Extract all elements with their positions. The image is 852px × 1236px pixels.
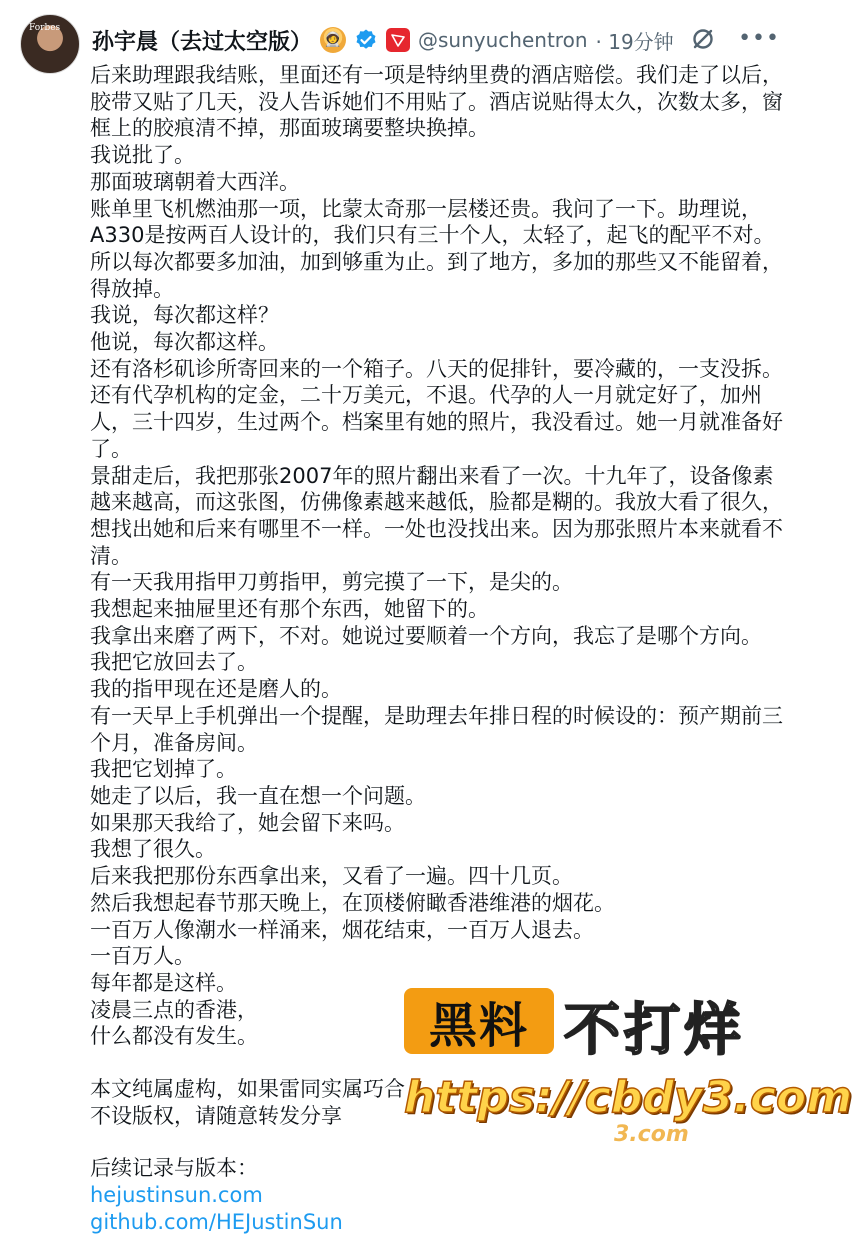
watermark-url-partial: 3.com <box>614 1122 689 1147</box>
post-time[interactable]: · 19分钟 <box>595 29 674 54</box>
body-paragraph: 我的指甲现在还是磨人的。 <box>90 677 342 702</box>
github-link[interactable]: github.com/HEJustinSun <box>90 1209 343 1234</box>
author-name[interactable]: 孙宇晨（去过太空版） <box>92 29 313 55</box>
body-paragraph: 她走了以后，我一直在想一个问题。 <box>90 783 426 808</box>
body-paragraph: 有一天我用指甲刀剪指甲，剪完摸了一下，是尖的。 <box>90 570 573 595</box>
verified-badge-icon <box>354 28 378 52</box>
records-label: 后续记录与版本： <box>90 1156 258 1181</box>
disclaimer-line: 本文纯属虚构，如果雷同实属巧合 <box>90 1077 405 1102</box>
body-paragraph: 然后我想起春节那天晚上，在顶楼俯瞰香港维港的烟花。 <box>90 890 615 915</box>
body-paragraph: 凌晨三点的香港， <box>90 997 258 1022</box>
body-paragraph: 什么都没有发生。 <box>90 1024 258 1049</box>
disclaimer-line: 不设版权，请随意转发分享 <box>90 1103 342 1128</box>
body-paragraph: 每年都是这样。 <box>90 970 237 995</box>
body-paragraph: 有一天早上手机弹出一个提醒，是助理去年排日程的时候设的：预产期前三个月，准备房间。 <box>90 703 783 755</box>
avatar-label: Forbes <box>29 23 61 33</box>
body-paragraph: 我把它划掉了。 <box>90 757 237 782</box>
body-paragraph: 他说，每次都这样。 <box>90 330 279 355</box>
body-paragraph: 我拿出来磨了两下，不对。她说过要顺着一个方向，我忘了是哪个方向。 <box>90 623 762 648</box>
tron-logo-icon <box>386 28 410 52</box>
body-paragraph: 那面玻璃朝着大西洋。 <box>90 169 300 194</box>
body-paragraph: 我说，每次都这样？ <box>90 303 279 328</box>
website-link[interactable]: hejustinsun.com <box>90 1183 263 1208</box>
body-paragraph: 我想了很久。 <box>90 837 216 862</box>
body-paragraph: 一百万人像潮水一样涌来，烟花结束，一百万人退去。 <box>90 917 594 942</box>
body-paragraph: 账单里飞机燃油那一项，比蒙太奇那一层楼还贵。我问了一下。助理说，A330是按两百人设计的，我们只有三十个人，太轻了，起飞的配平不对。所以每次都要多加油，加到够重为止。到了地方，多加的那些又不能留着，得放掉。 <box>90 196 783 301</box>
watermark-url: https://cbdy3.com <box>404 1072 852 1123</box>
body-paragraph: 还有洛杉矶诊所寄回来的一个箱子。八天的促排针，要冷藏的，一支没拆。 <box>90 356 783 381</box>
watermark-text: 不打烊 <box>564 998 744 1063</box>
body-paragraph: 我说批了。 <box>90 143 195 168</box>
body-paragraph: 我想起来抽屉里还有那个东西，她留下的。 <box>90 597 489 622</box>
body-paragraph: 后来我把那份东西拿出来，又看了一遍。四十几页。 <box>90 864 573 889</box>
body-paragraph: 一百万人。 <box>90 944 195 969</box>
grok-icon[interactable] <box>690 26 716 52</box>
more-options-icon[interactable]: ••• <box>738 26 780 51</box>
body-paragraph: 景甜走后，我把那张2007年的照片翻出来看了一次。十九年了，设备像素越来越高，而这张图，仿佛像素越来越低，脸都是糊的。我放大看了很久，想找出她和后来有哪里不一样。一处也没找出来。因为那张照片本来就看不清。 <box>90 463 783 568</box>
watermark-box: 黑料 <box>404 988 554 1054</box>
author-handle[interactable]: @sunyuchentron <box>418 28 588 52</box>
body-paragraph: 如果那天我给了，她会留下来吗。 <box>90 810 405 835</box>
watermark-overlay <box>400 984 852 1151</box>
tweet-header <box>92 22 780 58</box>
body-paragraph: 我把它放回去了。 <box>90 650 258 675</box>
body-paragraph: 后来助理跟我结账，里面还有一项是特纳里费的酒店赔偿。我们走了以后，胶带又贴了几天，没人告诉她们不用贴了。酒店说贴得太久，次数太多，窗框上的胶痕清不掉，那面玻璃要整块换掉。 <box>90 63 783 141</box>
body-paragraph: 还有代孕机构的定金，二十万美元，不退。代孕的人一月就定好了，加州人，三十四岁，生过两个。档案里有她的照片，我没看过。她一月就准备好了。 <box>90 383 783 461</box>
astronaut-emoji-icon: 🧑‍🚀 <box>320 27 346 53</box>
avatar[interactable] <box>20 14 80 74</box>
header-actions <box>690 26 780 52</box>
